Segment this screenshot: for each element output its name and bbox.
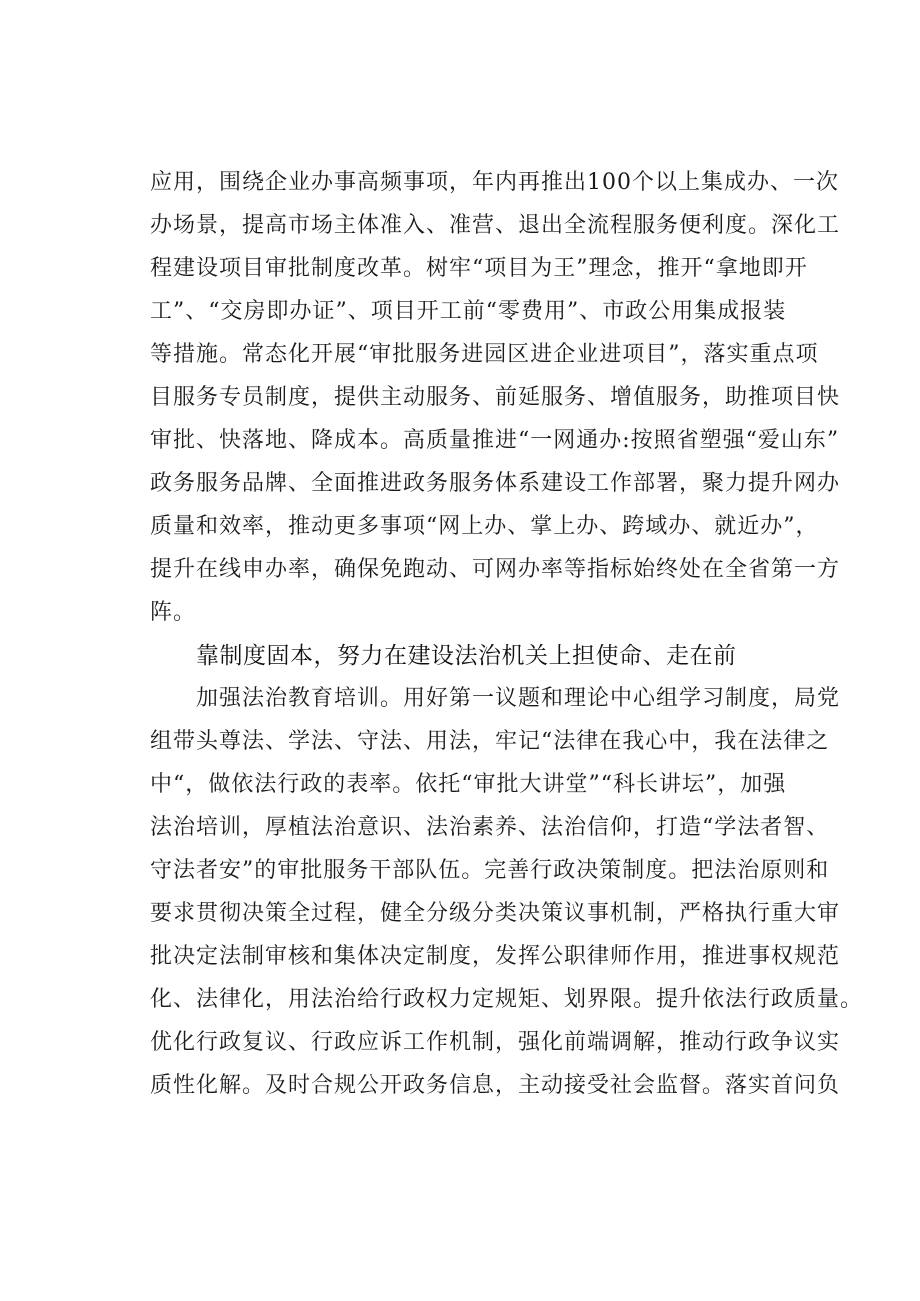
- paragraph2-line-1: 加强法治教育培训。用好第一议题和理论中心组学习制度，局党: [196, 686, 841, 711]
- paragraph1-line-6: 目服务专员制度，提供主动服务、前延服务、增值服务，助推项目快: [150, 385, 841, 410]
- paragraph2-line-6: 要求贯彻决策全过程，健全分级分类决策议事机制，严格执行重大审: [150, 901, 841, 926]
- paragraph1-line-9: 质量和效率，推动更多事项“网上办、掌上办、跨域办、就近办”，: [150, 514, 819, 539]
- paragraph1-line-11: 阵。: [150, 600, 197, 625]
- paragraph1-line-8: 政务服务品牌、全面推进政务服务体系建设工作部署，聚力提升网办: [150, 471, 841, 496]
- paragraph2-line-3: 中“，做依法行政的表率。依托“审批大讲堂”“科长讲坛”，加强: [150, 772, 787, 797]
- paragraph1-line-5: 等措施。常态化开展“审批服务进园区进企业进项目”，落实重点项: [150, 342, 819, 367]
- paragraph2-line-4: 法治培训，厚植法治意识、法治素养、法治信仰，打造“学法者智、: [150, 815, 830, 840]
- paragraph2-line-7: 批决定法制审核和集体决定制度，发挥公职律师作用，推进事权规范: [150, 944, 841, 969]
- paragraph1-line-7: 审批、快落地、降成本。高质量推进“一网通办:按照省塑强“爱山东”: [150, 428, 840, 453]
- paragraph1-line-4: 工”、“交房即办证”、项目开工前“零费用”、市政公用集成报装: [150, 299, 787, 324]
- paragraph1-line-3: 程建设项目审批制度改革。树牢“项目为王”理念，推开“拿地即开: [150, 256, 808, 281]
- paragraph1-line-10: 提升在线申办率，确保免跑动、可网办率等指标始终处在全省第一方: [150, 557, 841, 582]
- section-heading: 靠制度固本，努力在建设法治机关上担使命、走在前: [196, 643, 737, 669]
- paragraph1-line-1: 应用，围绕企业办事高频事项，年内再推出100个以上集成办、一次: [150, 170, 839, 195]
- paragraph2-line-2: 组带头尊法、学法、守法、用法，牢记“法律在我心中，我在法律之: [150, 729, 830, 754]
- paragraph2-line-8: 化、法律化，用法治给行政权力定规矩、划界限。提升依法行政质量。: [150, 987, 864, 1012]
- paragraph2-line-10: 质性化解。及时合规公开政务信息，主动接受社会监督。落实首问负: [150, 1073, 841, 1098]
- paragraph2-line-5: 守法者安”的审批服务干部队伍。完善行政决策制度。把法治原则和: [150, 858, 830, 883]
- paragraph1-line-2: 办场景，提高市场主体准入、准营、退出全流程服务便利度。深化工: [150, 213, 841, 238]
- paragraph2-line-9: 优化行政复议、行政应诉工作机制，强化前端调解，推动行政争议实: [150, 1030, 841, 1055]
